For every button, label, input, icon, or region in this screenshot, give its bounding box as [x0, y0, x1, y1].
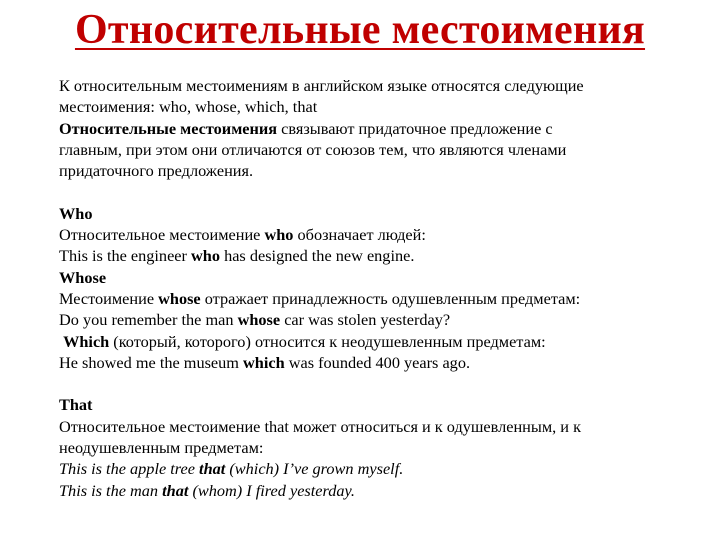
- whose-def-keyword: whose: [158, 288, 201, 308]
- whose-example: [59, 309, 659, 330]
- that-def-pre: Относительное местоимение: [59, 416, 265, 436]
- who-heading: Who: [59, 203, 93, 223]
- spacer: [59, 373, 659, 394]
- that-ex2-pre: This is the man: [59, 480, 163, 500]
- intro-line-4: главным, при этом они отличаются от союзов тем, что являются членами: [59, 139, 567, 159]
- that-ex1-post: (which) I’ve grown myself.: [225, 459, 404, 479]
- intro-line-3: [59, 118, 659, 139]
- which-def-post: (который, которого) относится к неодушевленным предметам:: [109, 331, 546, 351]
- intro-term: Относительные местоимения: [59, 118, 278, 138]
- intro-line-2: местоимения: who, whose, which, that: [59, 97, 318, 117]
- whose-ex-pre: Do you remember the man: [59, 310, 238, 330]
- who-def-keyword: who: [264, 225, 294, 245]
- who-ex-keyword: who: [191, 246, 220, 266]
- that-example-1: [59, 458, 659, 479]
- slide-title: Относительные местоимения: [74, 7, 646, 53]
- that-definition-line-2: неодушевленным предметам:: [59, 438, 264, 458]
- intro-line-1: К относительным местоимениям в английском языке относятся следующие: [59, 76, 584, 95]
- whose-def-post: отражает принадлежность одушевленным предметам:: [200, 288, 581, 308]
- who-definition: [59, 224, 659, 245]
- which-example: [59, 352, 659, 373]
- who-ex-pre: This is the engineer: [59, 246, 192, 266]
- whose-heading: Whose: [59, 267, 107, 287]
- intro-line-3-rest: связывают придаточное предложение с: [277, 118, 553, 138]
- which-ex-post: was founded 400 years ago.: [284, 352, 471, 372]
- who-example: [59, 245, 659, 266]
- which-def-keyword: Which: [63, 331, 110, 351]
- which-ex-pre: He showed me the museum: [59, 352, 244, 372]
- whose-ex-keyword: whose: [237, 310, 281, 330]
- that-ex2-post: (whom) I fired yesterday.: [188, 480, 355, 500]
- that-definition-line-1: [59, 416, 659, 437]
- that-def-post: может относиться и к одушевленным, и к: [288, 416, 581, 436]
- that-ex1-keyword: that: [199, 459, 226, 479]
- which-definition: [59, 331, 659, 352]
- who-ex-post: has designed the new engine.: [220, 246, 415, 266]
- that-example-2: [59, 480, 659, 501]
- that-heading: That: [59, 395, 93, 415]
- that-ex2-keyword: that: [162, 480, 189, 500]
- which-ex-keyword: which: [243, 352, 285, 372]
- whose-def-pre: Местоимение: [59, 288, 159, 308]
- intro-line-5: придаточного предложения.: [59, 161, 254, 181]
- who-def-post: обозначает людей:: [293, 225, 426, 245]
- whose-ex-post: car was stolen yesterday?: [280, 310, 451, 330]
- spacer: [59, 181, 659, 202]
- whose-definition: [59, 288, 659, 309]
- who-def-pre: Относительное местоимение: [59, 225, 265, 245]
- slide-body: [59, 75, 659, 501]
- that-ex1-pre: This is the apple tree: [59, 459, 200, 479]
- that-def-keyword: that: [264, 416, 289, 436]
